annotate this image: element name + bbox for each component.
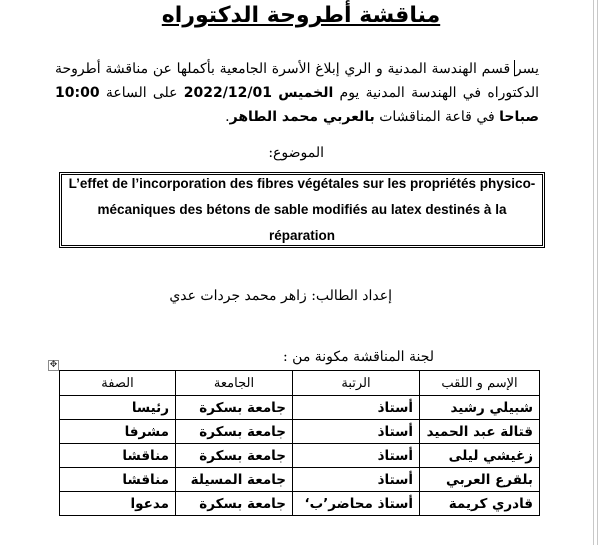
member-name[interactable]: زغيشي ليلى	[420, 444, 540, 468]
header-university: الجامعة	[176, 371, 293, 396]
announcement-text: يسر قسم الهندسة المدنية و الري إبلاغ الأسرة الجامعية بأكملها عن مناقشة أطروحة الدكتوراه في الهندسة المدنية يوم	[55, 61, 539, 101]
announcement-day: الخميس	[278, 85, 334, 101]
member-role[interactable]: مدعوا	[60, 492, 176, 516]
member-rank[interactable]: أستاذ	[293, 420, 420, 444]
announcement-text: في قاعة المناقشات	[374, 109, 500, 125]
member-university[interactable]: جامعة بسكرة	[176, 444, 293, 468]
member-rank[interactable]: أستاذ	[293, 444, 420, 468]
announcement-end: .	[225, 109, 230, 125]
announcement-date: 2022/12/01	[183, 85, 272, 101]
member-name[interactable]: قادري كريمة	[420, 492, 540, 516]
subject-label: الموضوع:	[268, 145, 324, 161]
thesis-title[interactable]: L’effet de l’incorporation des fibres végétales sur les propriétés physico-mécaniques des bétons de sable modifiés au latex destinés à la réparation	[68, 176, 536, 243]
committee-label: لجنة المناقشة مكونة من :	[283, 349, 434, 365]
member-rank[interactable]: أستاذ	[293, 468, 420, 492]
document-title	[0, 3, 602, 28]
title-text: مناقشة أطروحة الدكتوراه	[161, 3, 441, 28]
member-role[interactable]: مناقشا	[60, 468, 176, 492]
header-name: الإسم و اللقب	[420, 371, 540, 396]
header-rank: الرتبة	[293, 371, 420, 396]
member-name[interactable]: قتالة عبد الحميد	[420, 420, 540, 444]
announcement-paragraph[interactable]	[55, 57, 539, 129]
member-university[interactable]: جامعة بسكرة	[176, 492, 293, 516]
member-role[interactable]: رئيسا	[60, 396, 176, 420]
header-role: الصفة	[60, 371, 176, 396]
table-row	[60, 468, 540, 492]
move-handle-icon[interactable]: ✥	[49, 360, 58, 370]
table-row	[60, 492, 540, 516]
page-edge-outer	[597, 0, 598, 545]
student-name: إعداد الطالب: زاهر محمد جردات عدي	[169, 288, 392, 304]
table-row	[60, 420, 540, 444]
table-header-row	[60, 371, 540, 396]
member-university[interactable]: جامعة بسكرة	[176, 420, 293, 444]
announcement-hall: بالعربي محمد الطاهر	[229, 109, 375, 125]
table-row	[60, 396, 540, 420]
thesis-title-box	[59, 172, 545, 248]
member-rank[interactable]: أستاذ محاضر’ب‘	[293, 492, 420, 516]
announcement-text: على الساعة	[99, 85, 184, 101]
page-edge	[593, 0, 594, 545]
committee-table	[59, 370, 540, 516]
announcement-time: 10:00 صباحا	[55, 85, 539, 125]
member-rank[interactable]: أستاذ	[293, 396, 420, 420]
member-role[interactable]: مشرفا	[60, 420, 176, 444]
member-role[interactable]: مناقشا	[60, 444, 176, 468]
member-name[interactable]: بلقرع العربي	[420, 468, 540, 492]
member-university[interactable]: جامعة بسكرة	[176, 396, 293, 420]
member-university[interactable]: جامعة المسيلة	[176, 468, 293, 492]
member-name[interactable]: شبيلي رشيد	[420, 396, 540, 420]
table-row	[60, 444, 540, 468]
